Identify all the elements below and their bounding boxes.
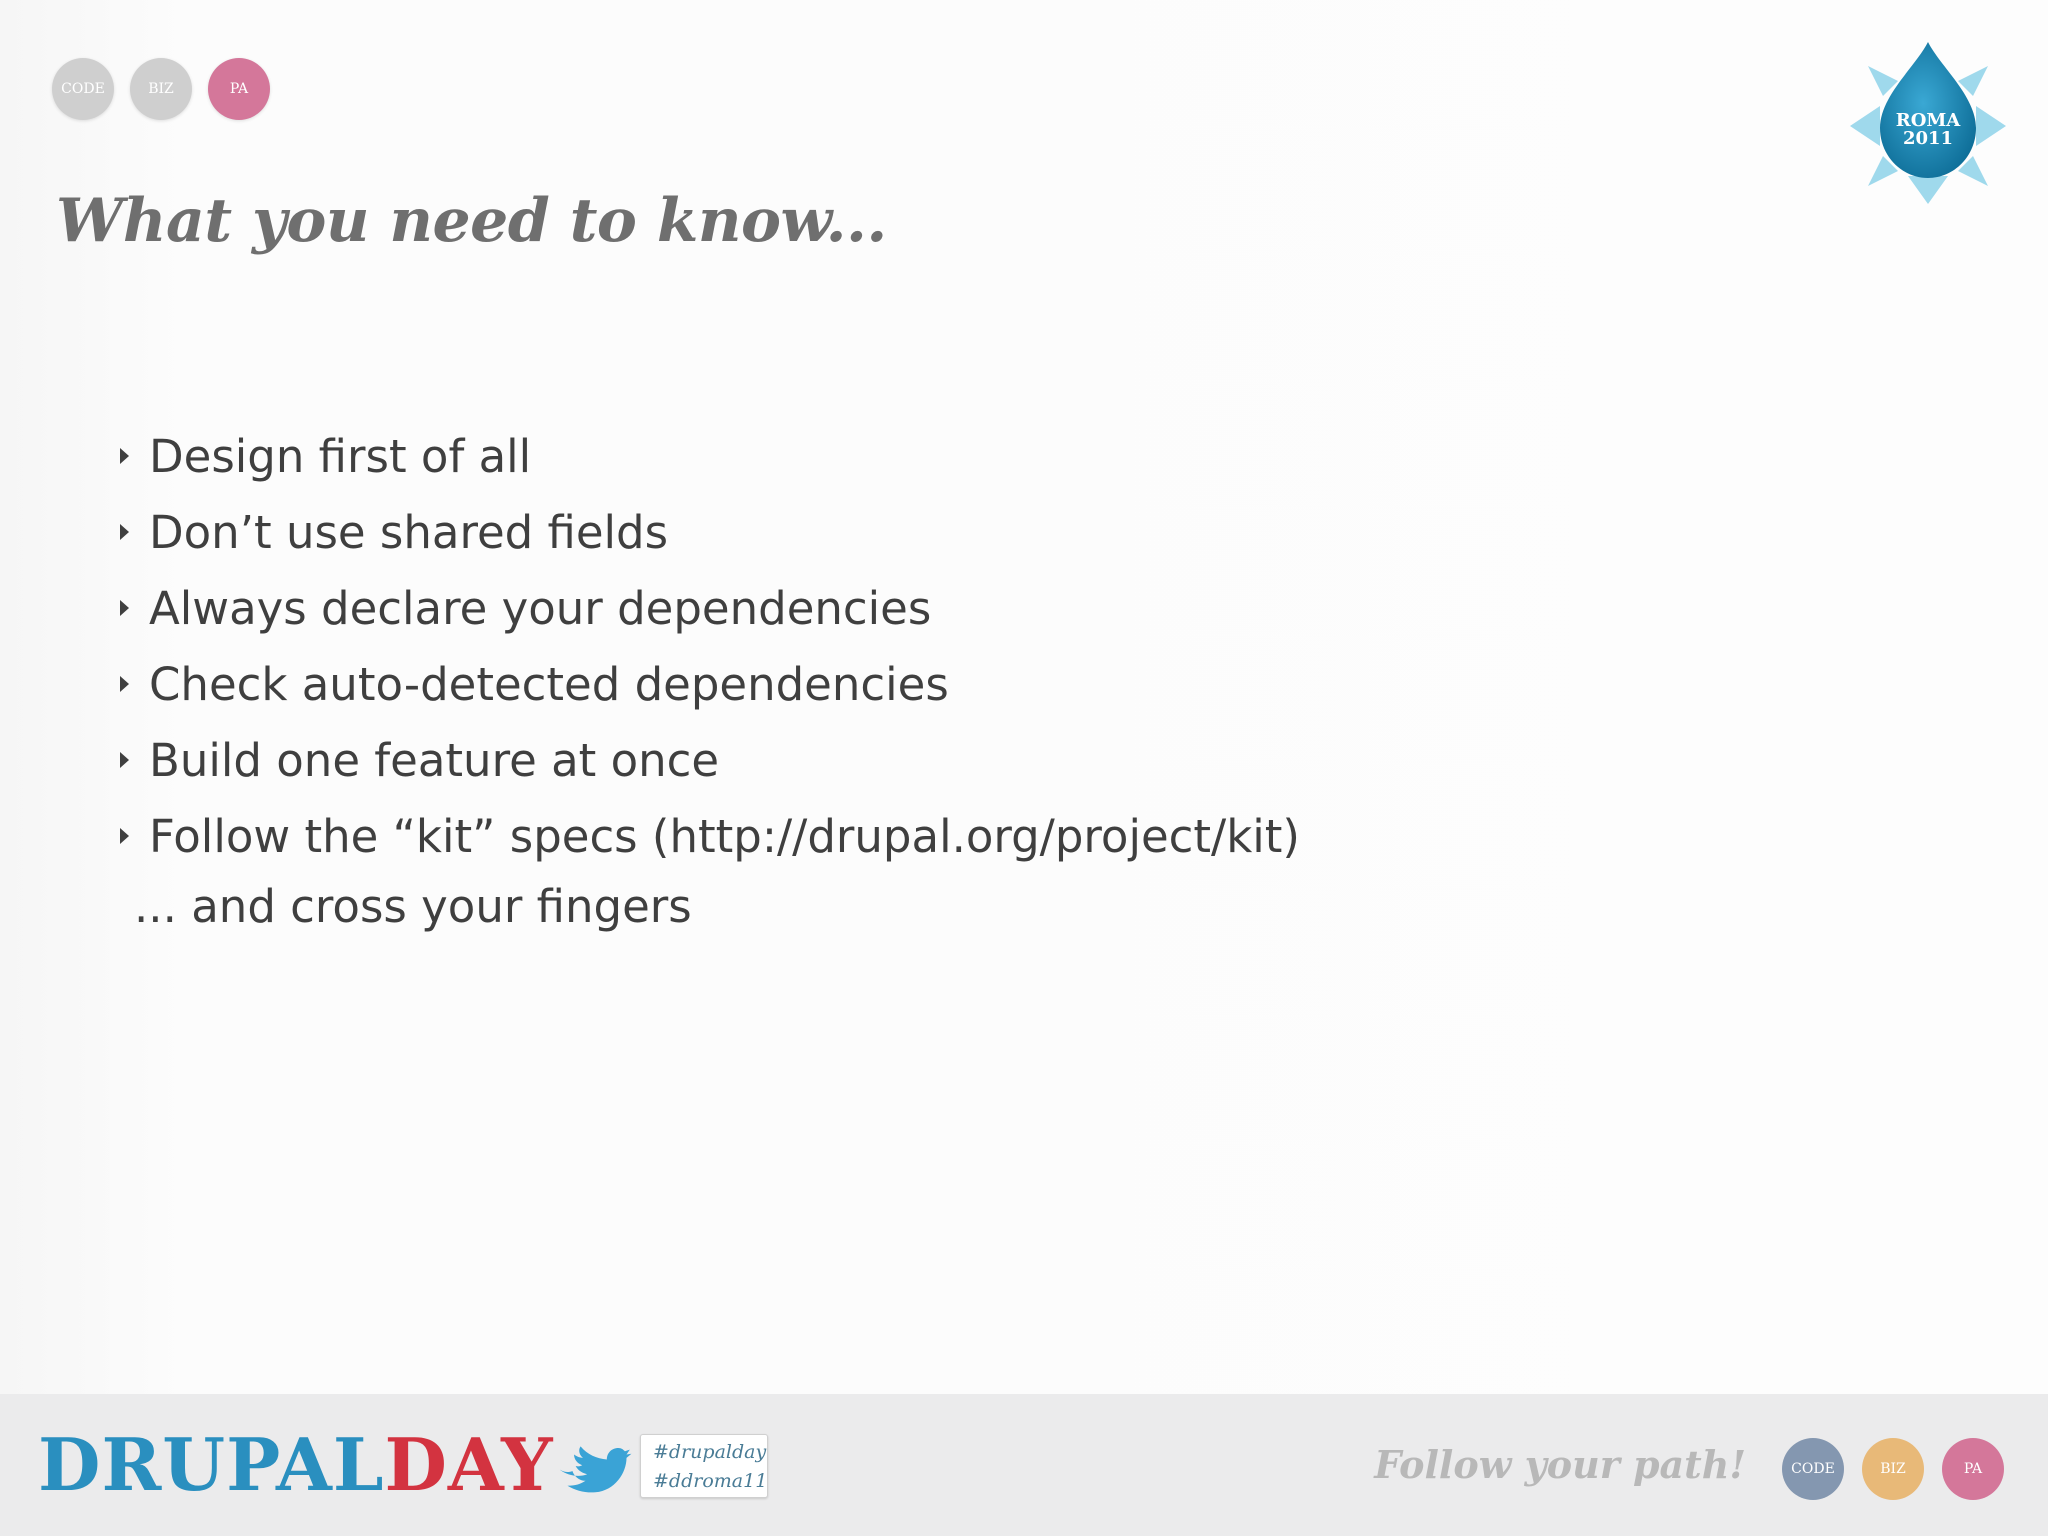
bullet-arrow-icon bbox=[120, 524, 129, 540]
hashtag: #drupalday bbox=[653, 1441, 767, 1463]
bullet-text: Design first of all bbox=[149, 429, 532, 483]
track-dot-pa bbox=[208, 58, 270, 120]
footer-dot-code bbox=[1782, 1438, 1844, 1500]
footer-dot-biz bbox=[1862, 1438, 1924, 1500]
bullet-item bbox=[120, 722, 1300, 798]
footer-dot-pa-label: PA bbox=[1963, 1461, 1983, 1477]
roma-2011-logo bbox=[1838, 36, 2018, 216]
bullet-arrow-icon bbox=[120, 600, 129, 616]
footer-dot-biz-label: BIZ bbox=[1880, 1461, 1906, 1477]
footer-track-dots bbox=[1782, 1438, 2004, 1500]
bullet-item bbox=[120, 646, 1300, 722]
closing-line: ... and cross your fingers bbox=[134, 879, 692, 933]
bullet-arrow-icon bbox=[120, 752, 129, 768]
hashtag: #ddroma11 bbox=[653, 1470, 768, 1492]
brand-part2: DAY bbox=[384, 1422, 554, 1507]
twitter-bird-icon bbox=[560, 1444, 640, 1504]
footer-dot-code-label: CODE bbox=[1791, 1461, 1835, 1477]
slide-title: What you need to know... bbox=[56, 186, 887, 256]
brand-part1: DRUPAL bbox=[38, 1422, 385, 1507]
badge-line2: 2011 bbox=[1902, 128, 1954, 149]
bullet-text: Don’t use shared fields bbox=[149, 505, 669, 559]
bullet-item bbox=[120, 418, 1300, 494]
bullet-text: Always declare your dependencies bbox=[149, 581, 932, 635]
hashtag-box bbox=[640, 1434, 768, 1498]
bullet-text: Follow the “kit” specs (http://drupal.org/project/kit) bbox=[149, 809, 1300, 863]
badge-line1: ROMA bbox=[1895, 110, 1961, 131]
track-dot-pa-label: PA bbox=[229, 81, 249, 97]
bullet-text: Check auto-detected dependencies bbox=[149, 657, 949, 711]
bullet-arrow-icon bbox=[120, 676, 129, 692]
track-dot-biz bbox=[130, 58, 192, 120]
footer-dot-pa bbox=[1942, 1438, 2004, 1500]
slogan: Follow your path! bbox=[1374, 1442, 1746, 1487]
track-dot-code-label: CODE bbox=[61, 81, 105, 97]
bullet-text: Build one feature at once bbox=[149, 733, 720, 787]
roma-badge-text bbox=[1838, 112, 2018, 148]
bullet-list bbox=[120, 418, 1300, 874]
track-dot-code bbox=[52, 58, 114, 120]
footer-bar bbox=[0, 1394, 2048, 1536]
bullet-arrow-icon bbox=[120, 448, 129, 464]
track-dot-biz-label: BIZ bbox=[148, 81, 174, 97]
drupalday-logo bbox=[38, 1424, 554, 1506]
bullet-arrow-icon bbox=[120, 828, 129, 844]
bullet-item bbox=[120, 494, 1300, 570]
track-indicator bbox=[52, 58, 270, 120]
bullet-item bbox=[120, 570, 1300, 646]
bullet-item bbox=[120, 798, 1300, 874]
